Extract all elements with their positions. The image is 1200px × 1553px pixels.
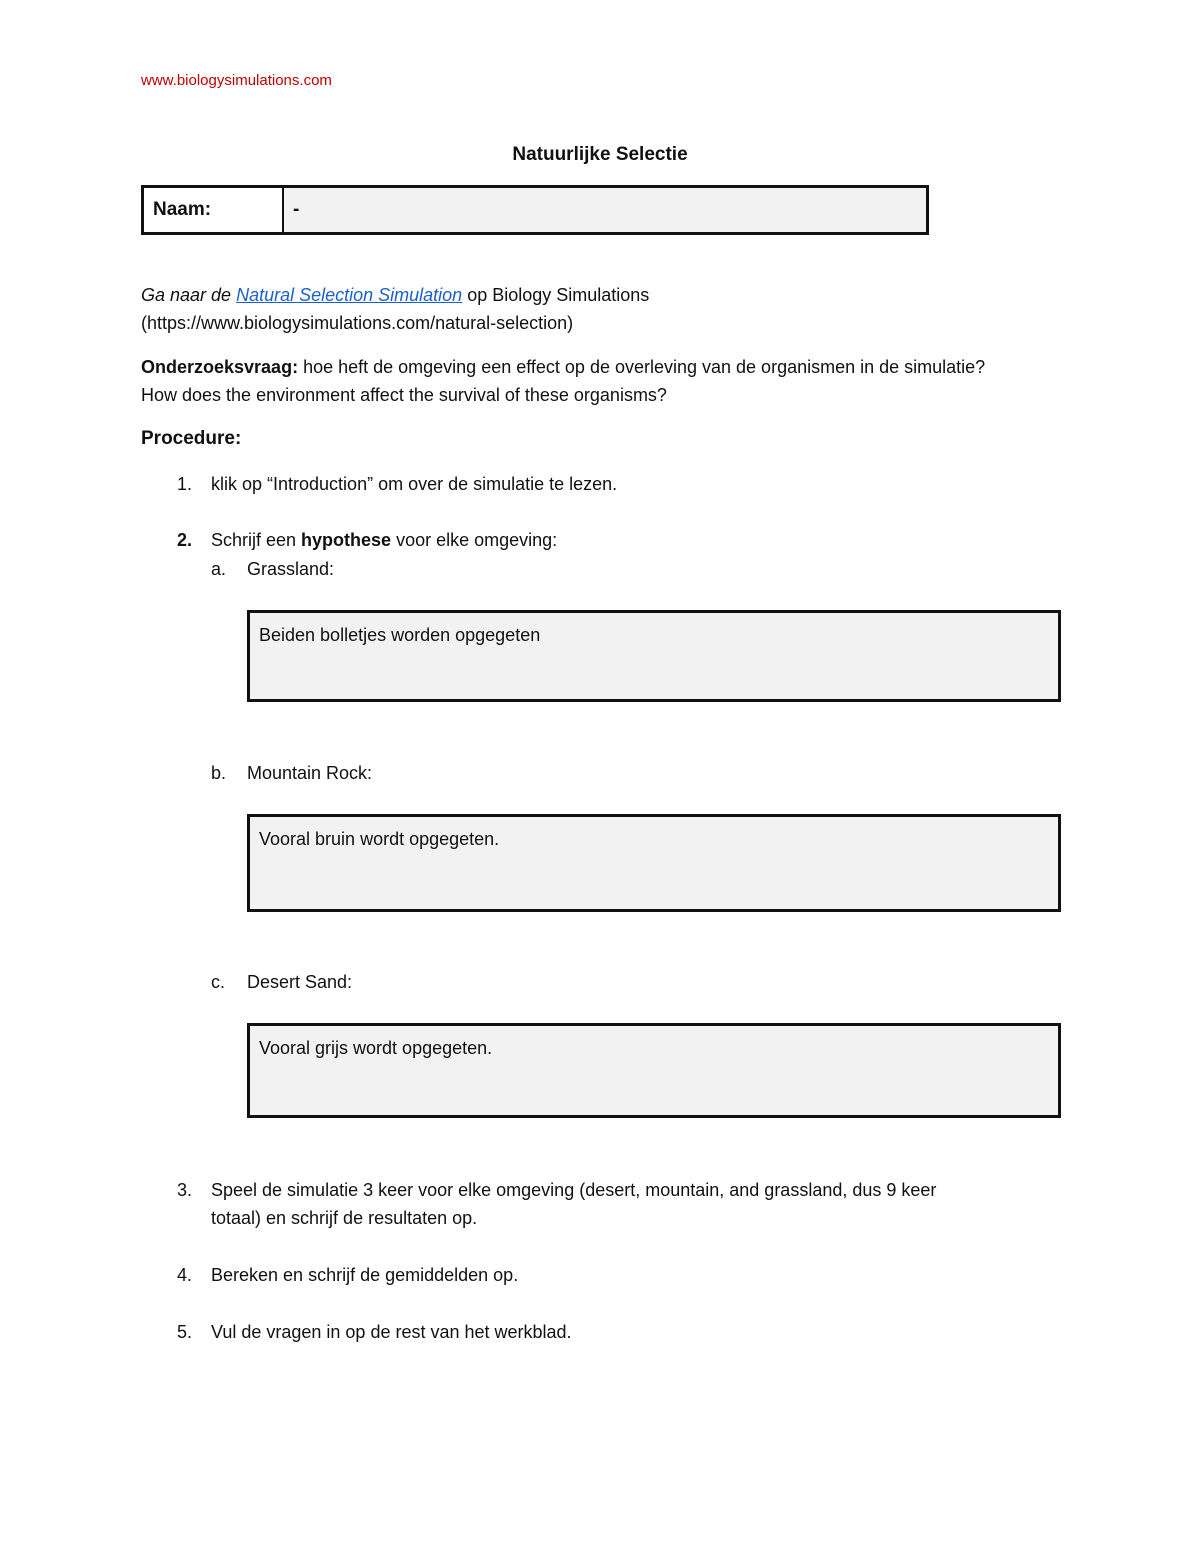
name-table	[141, 185, 929, 235]
mountain-rock-answer-box[interactable]: Vooral bruin wordt opgegeten.	[247, 814, 1061, 912]
step-4-text: Bereken en schrijf de gemiddelden op.	[211, 1265, 519, 1285]
sub-a-letter: a.	[211, 559, 227, 579]
desert-sand-answer-box[interactable]: Vooral grijs wordt opgegeten.	[247, 1023, 1061, 1118]
procedure-heading: Procedure:	[141, 428, 242, 449]
step-4-number: 4.	[177, 1265, 193, 1285]
intro-prefix: Ga naar de	[141, 285, 232, 305]
step-2-text: Schrijf een hypothese voor elke omgeving:	[211, 530, 558, 550]
sub-a-label: Grassland:	[247, 559, 335, 579]
sub-c-letter: c.	[211, 972, 226, 992]
step-2-number: 2.	[177, 530, 193, 550]
page-title: Natuurlijke Selectie	[512, 144, 688, 165]
step-5-number: 5.	[177, 1322, 193, 1342]
sub-b-label: Mountain Rock:	[247, 763, 373, 783]
research-question-nl: hoe heft de omgeving een effect op de overleving van de organismen in de simulatie?	[298, 357, 986, 377]
intro-suffix: op Biology Simulations	[462, 285, 650, 305]
intro-url: (https://www.biologysimulations.com/natural-selection)	[141, 313, 574, 333]
step-1-number: 1.	[177, 474, 193, 494]
intro-paragraph	[141, 281, 649, 337]
research-question-label: Onderzoeksvraag:	[141, 357, 299, 377]
research-question	[141, 353, 1081, 409]
sub-c-label: Desert Sand:	[247, 972, 353, 992]
step-3-number: 3.	[177, 1180, 193, 1200]
step-3-text: Speel de simulatie 3 keer voor elke omgeving (desert, mountain, and grassland, dus 9 keer totaal) en schrijf de resultaten op.	[211, 1180, 937, 1228]
step-5-text: Vul de vragen in op de rest van het werkblad.	[211, 1322, 572, 1342]
name-label: Naam:	[144, 188, 284, 232]
natural-selection-link[interactable]: Natural Selection Simulation	[236, 285, 463, 305]
grassland-answer-box[interactable]: Beiden bolletjes worden opgegeten	[247, 610, 1061, 702]
header-url-link[interactable]: www.biologysimulations.com	[141, 72, 332, 89]
step-1-text: klik op “Introduction” om over de simulatie te lezen.	[211, 474, 618, 494]
research-question-en: How does the environment affect the survival of these organisms?	[141, 385, 667, 405]
sub-b-letter: b.	[211, 763, 227, 783]
name-field[interactable]: -	[293, 199, 300, 220]
